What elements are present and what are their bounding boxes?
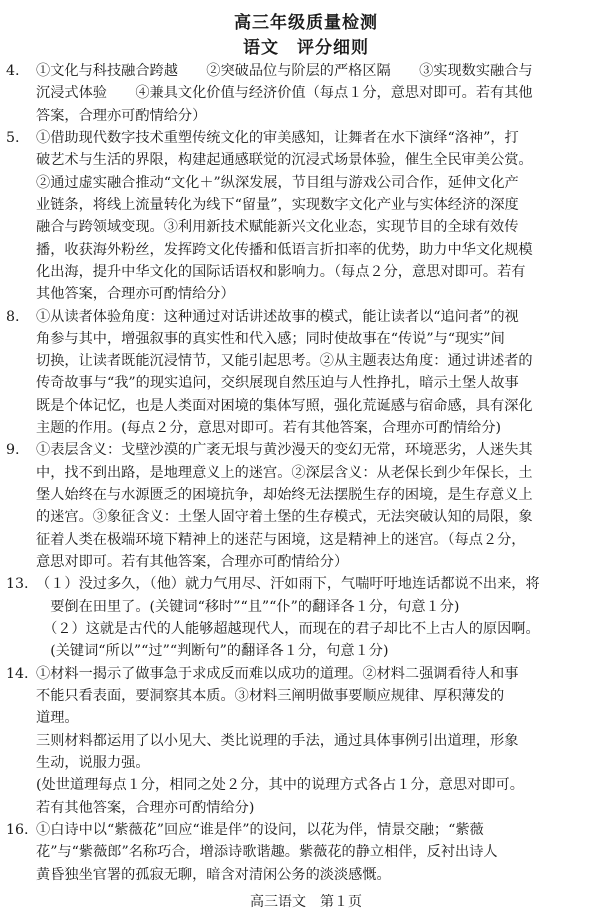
answer-line: 的迷宫。③象征含义：土堡人固守着土堡的生存模式，无法突破认知的局限，象: [36, 509, 533, 526]
answer-line: (处世道理每点１分，相同之处２分，其中的说理方式各占１分，意思对即可。: [36, 777, 524, 794]
question-number: 9.: [6, 442, 20, 459]
answer-line: 业链条，将线上流量转化为线下“留量”，实现数字文化产业与实体经济的深度: [36, 196, 519, 213]
question-number: 5.: [6, 129, 20, 146]
answer-line: （２）这就是古代的人能够超越现代人，而现在的君子却比不上古人的原因啊。: [36, 621, 540, 637]
answer-line: 4. ①文化与科技融合跨越 ②突破品位与阶层的严格区隔 ③实现数实融合与: [0, 60, 612, 82]
document-subtitle: 语文 评分细则: [243, 38, 369, 58]
answer-line: 不能只看表面，要洞察其本质。③材料三阐明做事要顺应规律、厚积薄发的: [36, 687, 505, 704]
answer-line: 生动，说服力强。: [36, 754, 150, 771]
answer-line: 道理。: [36, 710, 79, 727]
answer-line: 16. ①白诗中以“紫薇花”回应“谁是伴”的设问，以花为伴，情景交融；“紫薇: [0, 819, 612, 841]
answer-line: 破艺术与生活的界限，构建起通感联觉的沉浸式场景体验，催生全民审美公赏。: [36, 152, 533, 169]
question-number: 8.: [6, 308, 20, 325]
answer-line: 其他答案，合理亦可酌情给分）: [36, 286, 235, 303]
answer-line: 中，找不到出路，是地理意义上的迷宫。②深层含义：从老保长到少年保长，土: [36, 464, 533, 481]
question-number: 13.: [6, 576, 29, 593]
answer-line: 8. ①从读者体验角度：这种通过对话讲述故事的模式，能让读者以“追问者”的视: [0, 306, 612, 328]
answer-line: 化出海，提升中华文化的国际话语权和影响力。（每点２分，意思对即可。若有: [36, 263, 526, 280]
answer-line: 9. ①表层含义：戈壁沙漠的广袤无垠与黄沙漫天的变幻无常，环境恶劣，人迷失其: [0, 439, 612, 461]
answer-line: 意思对即可。若有其他答案，合理亦可酌情给分）: [36, 554, 349, 571]
answer-line: 播，收获海外粉丝，发挥跨文化传播和低语言折扣率的优势，助力中华文化规模: [36, 241, 533, 258]
answer-line: 5. ①借助现代数字技术重塑传统文化的审美感知，让舞者在水下演绎“洛神”，打: [0, 127, 612, 149]
answer-line: 既是个体记忆，也是人类面对困境的集体写照，强化荒诞感与宿命感，具有深化: [36, 397, 533, 414]
answer-line: 黄昏独坐官署的孤寂无聊，暗含对清闲公务的淡淡感慨。: [36, 866, 391, 883]
question-number: 14.: [6, 665, 29, 682]
answer-line: 融合与跨领域变现。③利用新技术赋能新兴文化业态，实现节目的全球有效传: [36, 219, 519, 236]
answer-line: ②通过虚实融合推动“文化＋”纵深发展，节目组与游戏公司合作，延伸文化产: [36, 174, 519, 191]
answer-line: 三则材料都运用了以小见大、类比说理的手法，通过具体事例引出道理，形象: [36, 732, 519, 749]
answer-line: 切换，让读者既能沉浸情节，又能引起思考。②从主题表达角度：通过讲述者的: [36, 353, 533, 370]
answer-line: 传奇故事与“我”的现实追问，交织展现自然压迫与人性挣扎，暗示土堡人故事: [36, 375, 519, 392]
answer-line: 13. （１）没过多久，（他）就力气用尽、汗如雨下，气喘吁吁地连话都说不出来，将: [0, 573, 612, 595]
answer-line: 沉浸式体验 ④兼具文化价值与经济价值（每点１分，意思对即可。若有其他: [36, 85, 533, 102]
answer-line: (关键词“所以”“过”“判断句”的翻译各１分，句意１分): [36, 643, 389, 660]
answer-line: 答案，合理亦可酌情给分）: [36, 107, 207, 124]
answer-line: 14. ①材料一揭示了做事急于求成反而难以成功的道理。②材料二强调看待人和事: [0, 663, 612, 685]
question-number: 4.: [6, 63, 20, 79]
answer-line: 征着人类在极端环境下精神上的迷茫与困境，这是精神上的迷宫。（每点２分，: [36, 531, 526, 548]
answer-line: 要倒在田里了。(关键词“移时”“且”“仆”的翻译各１分，句意１分): [36, 598, 460, 615]
answer-line: 主题的作用。(每点２分，意思对即可。若有其他答案，合理亦可酌情给分): [36, 420, 502, 437]
answer-line: 堡人始终在与水源匮乏的困境抗争，却始终无法摆脱生存的困境，是生存意义上: [36, 487, 533, 504]
answer-line: 角参与其中，增强叙事的真实性和代入感；同时使故事在“传说”与“现实”间: [36, 330, 505, 347]
question-number: 16.: [6, 821, 29, 838]
answer-line: 花”与“紫薇郎”名称巧合，增添诗歌谐趣。紫薇花的静立相伴，反衬出诗人: [36, 844, 498, 861]
document-title: 高三年级质量检测: [234, 13, 378, 33]
page-footer: 高三语文 第１页: [250, 894, 362, 910]
answer-line: 若有其他答案，合理亦可酌情给分): [36, 799, 255, 816]
